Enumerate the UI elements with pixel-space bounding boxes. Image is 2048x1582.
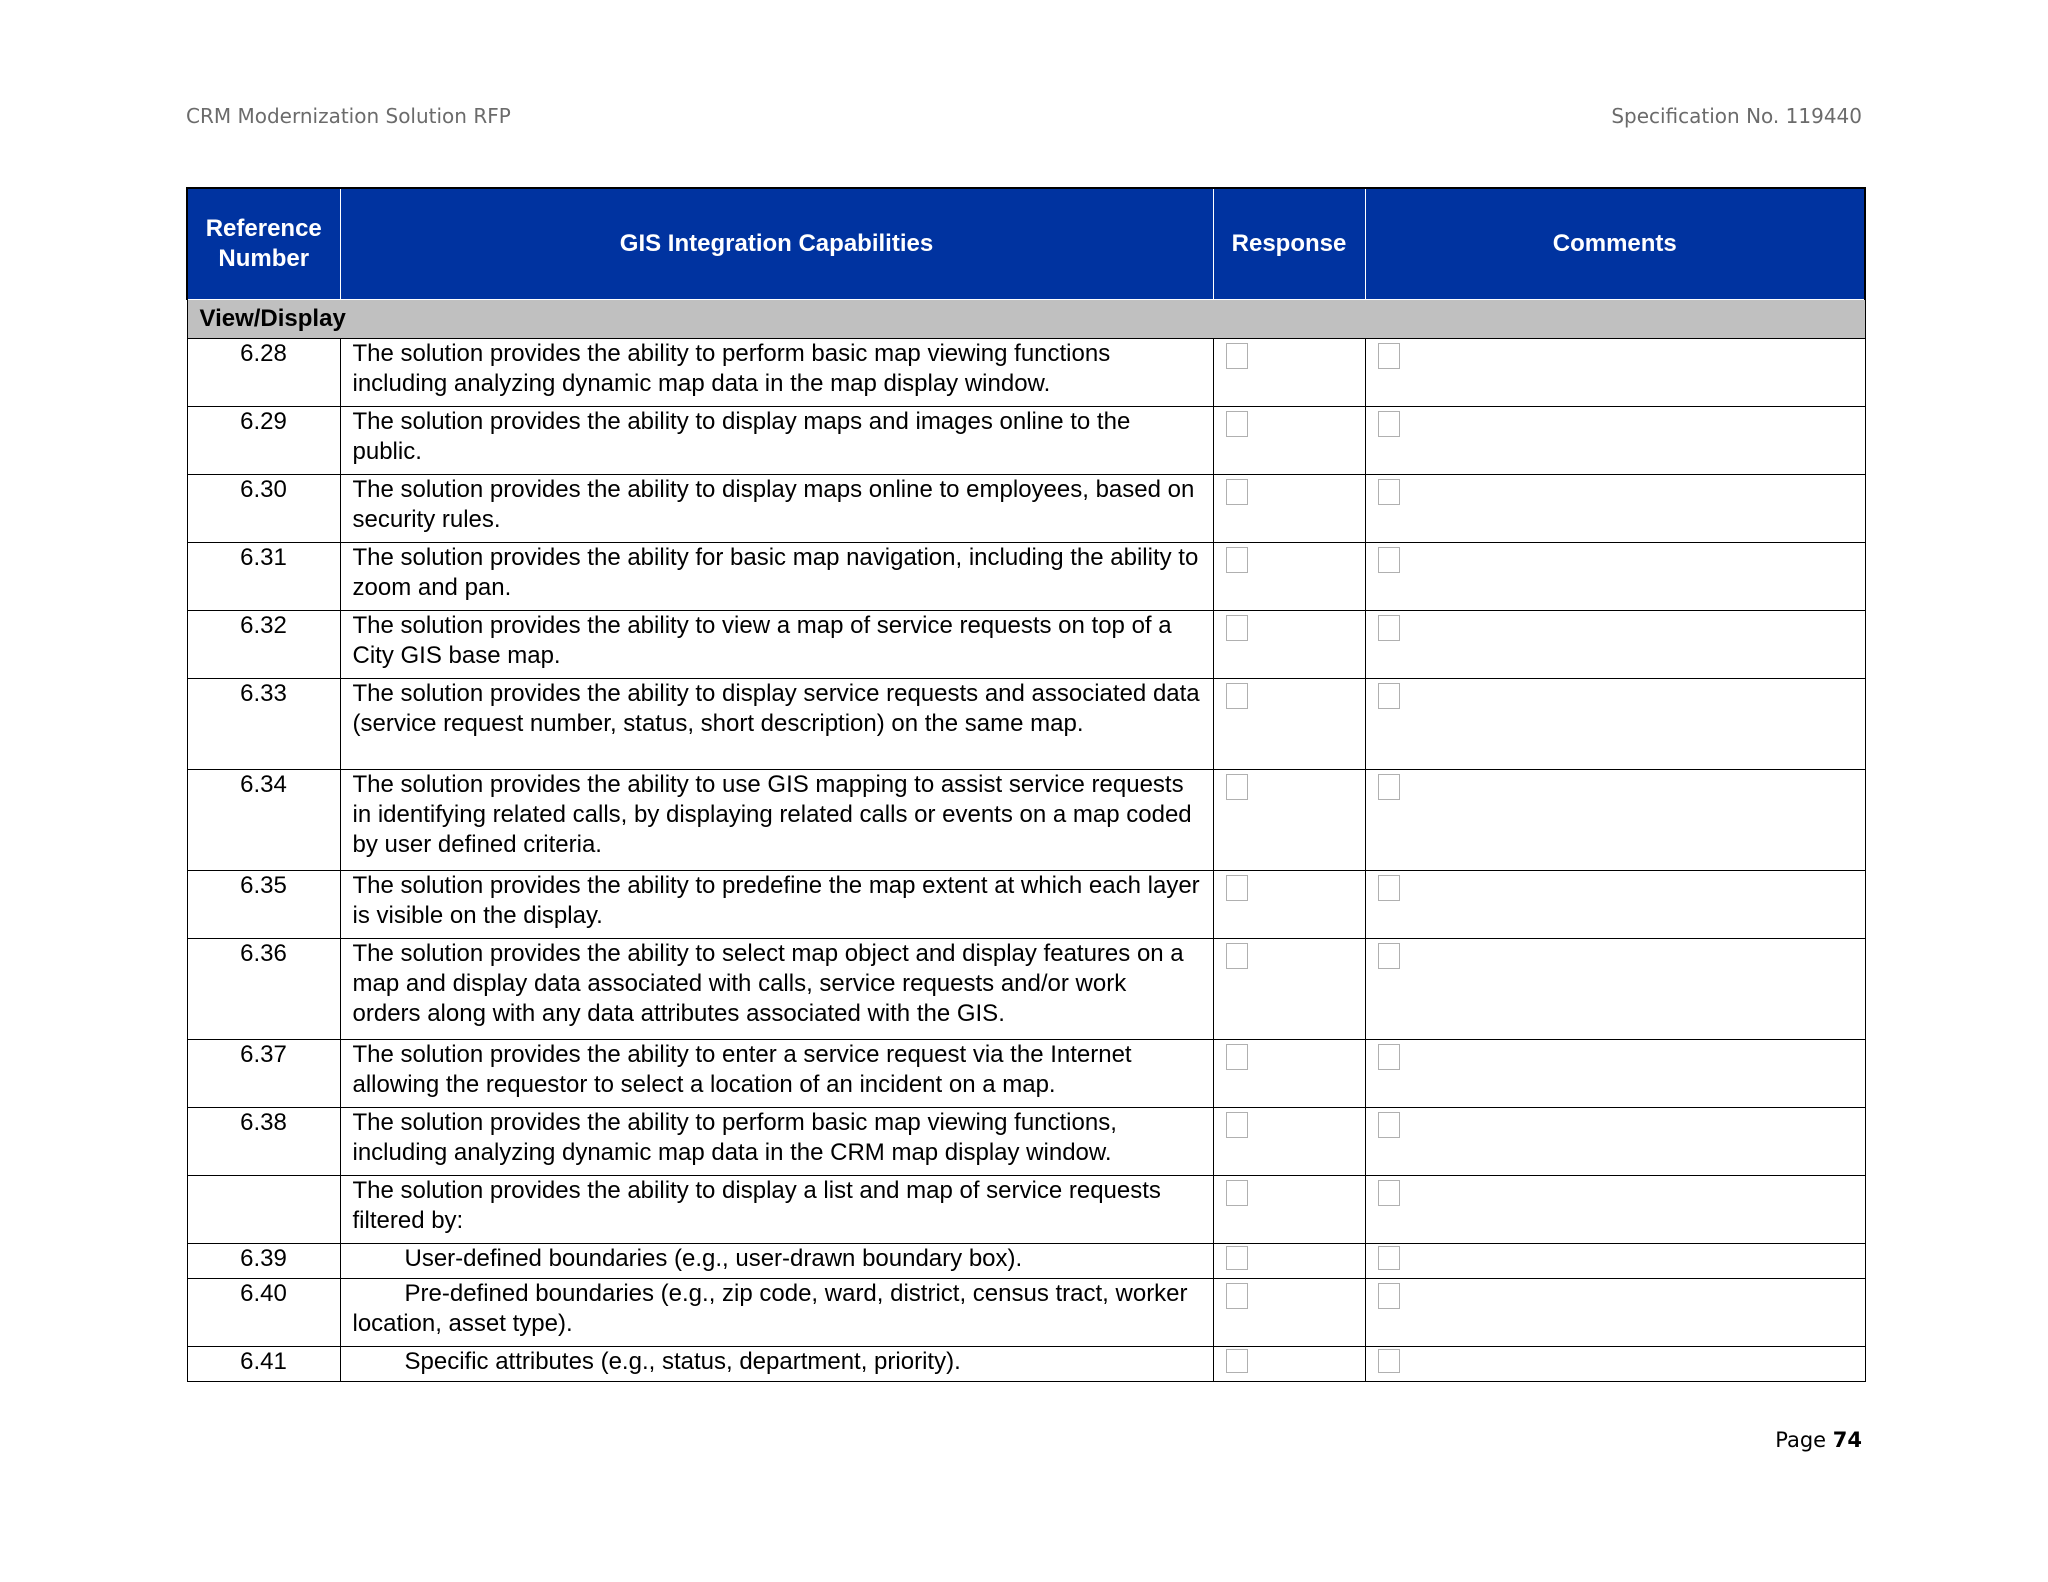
response-field[interactable] bbox=[1226, 343, 1248, 369]
section-row bbox=[187, 300, 1865, 339]
page-label: Page bbox=[1775, 1428, 1827, 1452]
response-cell[interactable] bbox=[1213, 1176, 1365, 1244]
response-field[interactable] bbox=[1226, 1112, 1248, 1138]
table-row bbox=[187, 679, 1865, 770]
reference-number: 6.32 bbox=[187, 611, 340, 679]
comments-cell[interactable] bbox=[1365, 939, 1865, 1040]
response-cell[interactable] bbox=[1213, 611, 1365, 679]
comments-field[interactable] bbox=[1378, 411, 1400, 437]
capability-text: The solution provides the ability to view a map of service requests on top of a City GIS base map. bbox=[340, 611, 1213, 679]
response-field[interactable] bbox=[1226, 683, 1248, 709]
comments-cell[interactable] bbox=[1365, 1244, 1865, 1279]
capability-text: The solution provides the ability to select map object and display features on a map and display data associated with calls, service requests and/or work orders along with any data attributes associated with the GIS. bbox=[340, 939, 1213, 1040]
comments-field[interactable] bbox=[1378, 875, 1400, 901]
column-header-comments: Comments bbox=[1365, 188, 1865, 300]
comments-field[interactable] bbox=[1378, 479, 1400, 505]
column-header-capabilities: GIS Integration Capabilities bbox=[340, 188, 1213, 300]
response-field[interactable] bbox=[1226, 774, 1248, 800]
capability-text bbox=[340, 1244, 1213, 1279]
response-field[interactable] bbox=[1226, 1246, 1248, 1270]
reference-number: 6.29 bbox=[187, 407, 340, 475]
response-cell[interactable] bbox=[1213, 871, 1365, 939]
response-field[interactable] bbox=[1226, 547, 1248, 573]
document-title: CRM Modernization Solution RFP bbox=[186, 104, 511, 128]
capability-text: The solution provides the ability to predefine the map extent at which each layer is visible on the display. bbox=[340, 871, 1213, 939]
table-header-row bbox=[187, 188, 1865, 300]
sub-item-text: Pre-defined boundaries (e.g., zip code, ward, district, census tract, worker location, asset type). bbox=[352, 1280, 1188, 1337]
sub-item-text: Specific attributes (e.g., status, department, priority). bbox=[404, 1348, 961, 1375]
comments-cell[interactable] bbox=[1365, 475, 1865, 543]
response-field[interactable] bbox=[1226, 875, 1248, 901]
capability-text: The solution provides the ability to enter a service request via the Internet allowing the requestor to select a location of an incident on a map. bbox=[340, 1040, 1213, 1108]
page-number-value: 74 bbox=[1832, 1428, 1862, 1452]
comments-cell[interactable] bbox=[1365, 543, 1865, 611]
reference-number: 6.34 bbox=[187, 770, 340, 871]
reference-number: 6.41 bbox=[187, 1347, 340, 1382]
comments-cell[interactable] bbox=[1365, 407, 1865, 475]
response-cell[interactable] bbox=[1213, 1108, 1365, 1176]
comments-cell[interactable] bbox=[1365, 770, 1865, 871]
comments-field[interactable] bbox=[1378, 1283, 1400, 1309]
response-field[interactable] bbox=[1226, 1283, 1248, 1309]
table-row bbox=[187, 871, 1865, 939]
response-cell[interactable] bbox=[1213, 770, 1365, 871]
comments-field[interactable] bbox=[1378, 547, 1400, 573]
comments-field[interactable] bbox=[1378, 1349, 1400, 1373]
comments-field[interactable] bbox=[1378, 615, 1400, 641]
table-row bbox=[187, 1176, 1865, 1244]
reference-number: 6.39 bbox=[187, 1244, 340, 1279]
capability-text bbox=[340, 1279, 1213, 1347]
response-cell[interactable] bbox=[1213, 679, 1365, 770]
capability-text: The solution provides the ability to display maps online to employees, based on security rules. bbox=[340, 475, 1213, 543]
response-field[interactable] bbox=[1226, 615, 1248, 641]
response-cell[interactable] bbox=[1213, 1279, 1365, 1347]
reference-number: 6.33 bbox=[187, 679, 340, 770]
reference-number: 6.30 bbox=[187, 475, 340, 543]
capability-text: The solution provides the ability to use GIS mapping to assist service requests in identifying related calls, by displaying related calls or events on a map coded by user defined criteria. bbox=[340, 770, 1213, 871]
comments-field[interactable] bbox=[1378, 943, 1400, 969]
response-field[interactable] bbox=[1226, 1349, 1248, 1373]
capability-text: The solution provides the ability to display maps and images online to the public. bbox=[340, 407, 1213, 475]
table-row bbox=[187, 1347, 1865, 1382]
table-row bbox=[187, 339, 1865, 407]
requirements-table bbox=[186, 187, 1866, 1382]
table-row bbox=[187, 1040, 1865, 1108]
comments-cell[interactable] bbox=[1365, 1108, 1865, 1176]
reference-number: 6.40 bbox=[187, 1279, 340, 1347]
table-row bbox=[187, 543, 1865, 611]
response-cell[interactable] bbox=[1213, 939, 1365, 1040]
response-field[interactable] bbox=[1226, 479, 1248, 505]
response-cell[interactable] bbox=[1213, 1040, 1365, 1108]
capability-text: The solution provides the ability to display a list and map of service requests filtered by: bbox=[340, 1176, 1213, 1244]
table-row bbox=[187, 1244, 1865, 1279]
comments-cell[interactable] bbox=[1365, 1279, 1865, 1347]
response-field[interactable] bbox=[1226, 943, 1248, 969]
table-row bbox=[187, 611, 1865, 679]
page-number bbox=[1775, 1428, 1862, 1452]
response-field[interactable] bbox=[1226, 1180, 1248, 1206]
comments-field[interactable] bbox=[1378, 1112, 1400, 1138]
comments-cell[interactable] bbox=[1365, 1176, 1865, 1244]
sub-item-text: User-defined boundaries (e.g., user-drawn boundary box). bbox=[404, 1245, 1023, 1272]
response-field[interactable] bbox=[1226, 411, 1248, 437]
comments-cell[interactable] bbox=[1365, 1040, 1865, 1108]
response-cell[interactable] bbox=[1213, 543, 1365, 611]
column-header-ref: Reference Number bbox=[187, 188, 340, 300]
table-row bbox=[187, 770, 1865, 871]
comments-field[interactable] bbox=[1378, 1044, 1400, 1070]
capability-text: The solution provides the ability to perform basic map viewing functions, including analyzing dynamic map data in the CRM map display window. bbox=[340, 1108, 1213, 1176]
section-title: View/Display bbox=[187, 300, 1865, 339]
reference-number: 6.35 bbox=[187, 871, 340, 939]
comments-cell[interactable] bbox=[1365, 1347, 1865, 1382]
reference-number bbox=[187, 1176, 340, 1244]
capability-text: The solution provides the ability to display service requests and associated data (service request number, status, short description) on the same map. bbox=[340, 679, 1213, 770]
capability-text: The solution provides the ability for basic map navigation, including the ability to zoom and pan. bbox=[340, 543, 1213, 611]
comments-field[interactable] bbox=[1378, 343, 1400, 369]
table-row bbox=[187, 475, 1865, 543]
specification-number: Specification No. 119440 bbox=[1611, 104, 1862, 128]
comments-cell[interactable] bbox=[1365, 339, 1865, 407]
response-cell[interactable] bbox=[1213, 339, 1365, 407]
comments-cell[interactable] bbox=[1365, 679, 1865, 770]
reference-number: 6.28 bbox=[187, 339, 340, 407]
response-cell[interactable] bbox=[1213, 1347, 1365, 1382]
comments-field[interactable] bbox=[1378, 683, 1400, 709]
response-cell[interactable] bbox=[1213, 1244, 1365, 1279]
response-field[interactable] bbox=[1226, 1044, 1248, 1070]
capability-text: The solution provides the ability to perform basic map viewing functions including analyzing dynamic map data in the map display window. bbox=[340, 339, 1213, 407]
reference-number: 6.38 bbox=[187, 1108, 340, 1176]
comments-field[interactable] bbox=[1378, 774, 1400, 800]
comments-cell[interactable] bbox=[1365, 611, 1865, 679]
table-row bbox=[187, 1108, 1865, 1176]
column-header-response: Response bbox=[1213, 188, 1365, 300]
capability-text bbox=[340, 1347, 1213, 1382]
reference-number: 6.36 bbox=[187, 939, 340, 1040]
reference-number: 6.37 bbox=[187, 1040, 340, 1108]
table-row bbox=[187, 407, 1865, 475]
table-row bbox=[187, 939, 1865, 1040]
comments-field[interactable] bbox=[1378, 1246, 1400, 1270]
response-cell[interactable] bbox=[1213, 407, 1365, 475]
reference-number: 6.31 bbox=[187, 543, 340, 611]
response-cell[interactable] bbox=[1213, 475, 1365, 543]
comments-cell[interactable] bbox=[1365, 871, 1865, 939]
table-row bbox=[187, 1279, 1865, 1347]
comments-field[interactable] bbox=[1378, 1180, 1400, 1206]
